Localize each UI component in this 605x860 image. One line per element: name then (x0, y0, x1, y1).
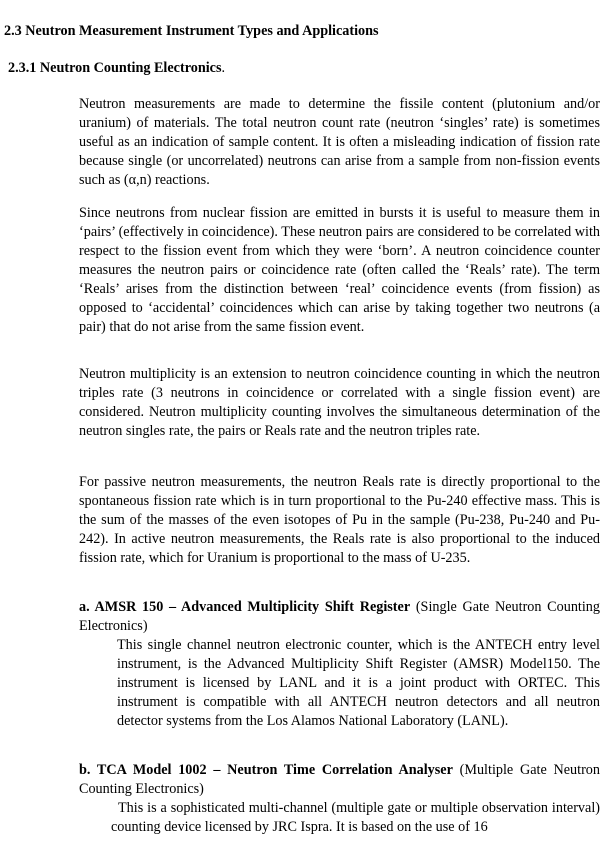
item-b-heading (79, 761, 600, 799)
item-b-body: This is a sophisticated multi-channel (multiple gate or multiple observation interval) counting device licensed by JRC Ispra. It is based on the use of 16 (111, 800, 600, 835)
item-a-title: a. AMSR 150 – Advanced Multiplicity Shift Register (79, 599, 411, 615)
item-b-subtitle: (Multiple Gate Neutron Counting Electronics) (79, 762, 600, 797)
paragraph-passive-active: For passive neutron measurements, the neutron Reals rate is directly proportional to the spontaneous fission rate which is in turn proportional to the Pu-240 effective mass. This is the sum of the masses of the even isotopes of Pu in the sample (Pu-238, Pu-240 and Pu-242). In active neutron measurements, the Reals rate is also proportional to the induced fission rate, which for Uranium is proportional to the mass of U-235. (79, 474, 600, 566)
paragraph-neutron-measurements: Neutron measurements are made to determine the fissile content (plutonium and/or uranium) of materials. The total neutron count rate (neutron ‘singles’ rate) is sometimes useful as an indication of sample content. It is often a misleading indication of fission rate because single (or uncorrelated) neutrons can arise from a sample from non-fission events such as (α,n) reactions. (79, 96, 600, 188)
item-b-title: b. TCA Model 1002 – Neutron Time Correlation Analyser (79, 762, 453, 778)
paragraph-multiplicity: Neutron multiplicity is an extension to neutron coincidence counting in which the neutron triples rate (3 neutrons in coincidence or correlated with a single fission event) are considered. Neutron multiplicity counting involves the simultaneous determination of the neutron singles rate, the pairs or Reals rate and the neutron triples rate. (79, 366, 600, 439)
item-a-body: This single channel neutron electronic counter, which is the ANTECH entry level instrument, is the Advanced Multiplicity Shift Register (AMSR) Model150. The instrument is licensed by LANL and it is a joint product with ORTEC. This instrument is compatible with all ANTECH neutron detectors and all neutron detector systems from the Los Alamos National Laboratory (LANL). (117, 637, 600, 729)
paragraph-coincidence: Since neutrons from nuclear fission are emitted in bursts it is useful to measure them in ‘pairs’ (effectively in coincidence). These neutron pairs are considered to be correlated with respect to the fission event from which they were ‘born’. A neutron coincidence counter measures the neutron pairs or coincidence rate (often called the ‘Reals’ rate). The term ‘Reals’ arises from the distinction between ‘real’ coincidence events (from fission) as opposed to ‘accidental’ coincidences which can arise by taking together two neutrons (a pair) that do not arise from the same fission event. (79, 205, 600, 335)
item-a-heading (79, 598, 600, 636)
subsection-heading (8, 60, 225, 77)
subsection-suffix: . (221, 60, 226, 76)
subsection-title: 2.3.1 Neutron Counting Electronics (8, 60, 222, 76)
section-heading: 2.3 Neutron Measurement Instrument Types and Applications (4, 23, 379, 39)
item-a-subtitle: (Single Gate Neutron Counting Electronics) (79, 599, 600, 634)
